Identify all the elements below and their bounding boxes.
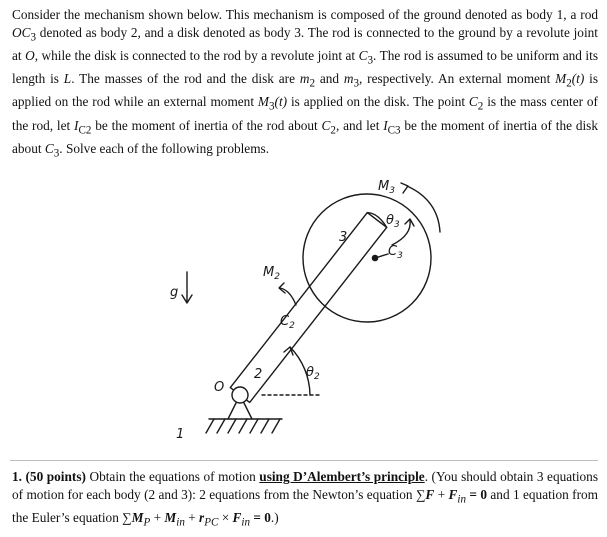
vector-rpc-subscript: PC xyxy=(204,516,219,529)
theta2-label: $\theta_2$ xyxy=(306,365,320,382)
question-text-2: . (You should obtain 3 equations of motion for each body (2 and 3): 2 equations from the Newton’s equation xyxy=(12,469,599,502)
body-2-label: 2 xyxy=(254,367,263,382)
question-text-1: Obtain the equations of motion xyxy=(85,469,260,484)
length-symbol: L xyxy=(63,71,72,87)
moment-m2-arg: (t) xyxy=(571,71,585,87)
point-c3-symbol: C xyxy=(358,47,368,63)
force-fin2-symbol: F xyxy=(232,509,242,525)
plus-1: + xyxy=(434,486,449,502)
m2-label: $M_2$ xyxy=(263,265,280,282)
intro-text-2: denoted as body 2, and a disk denoted as body 3. The rod is connected to the ground by a revolute joint at xyxy=(12,24,598,63)
c2-label: $C_2$ xyxy=(280,314,295,331)
point-c3b-symbol: C xyxy=(44,140,54,156)
mass-m2-subscript: 2 xyxy=(309,77,315,90)
c3-label: $C_3$ xyxy=(388,244,403,261)
point-c2-symbol: C xyxy=(468,94,478,110)
moment-m3-subscript: 3 xyxy=(268,101,275,113)
intro-text-3: , while the disk is connected to the rod by a revolute joint at xyxy=(34,47,359,63)
point-c3b-subscript: 3 xyxy=(53,147,60,160)
moment-min-subscript: in xyxy=(176,516,185,529)
force-fin-symbol: F xyxy=(448,486,458,502)
point-c2b-symbol: C xyxy=(321,117,331,133)
intro-text-6: and xyxy=(314,71,344,87)
moment-m3-symbol: M xyxy=(257,94,269,110)
intro-text-7: , respectively. An external moment xyxy=(359,71,556,87)
theta3-label: $\theta_3$ xyxy=(386,213,400,230)
body-1-label: 1 xyxy=(176,427,185,442)
force-fin-subscript: in xyxy=(457,493,467,506)
point-c2b-subscript: 2 xyxy=(330,124,336,137)
point-o-label: O xyxy=(214,380,225,395)
joint-o xyxy=(232,387,248,403)
mass-m3-subscript: 3 xyxy=(353,77,360,90)
inertia-c3-subscript: C3 xyxy=(387,124,401,137)
point-c2-subscript: 2 xyxy=(477,101,484,113)
inertia-c2-symbol: I xyxy=(74,117,79,133)
question-1 xyxy=(12,468,598,532)
section-divider xyxy=(10,460,598,461)
mass-m3-symbol: m xyxy=(343,71,354,87)
point-o-symbol: O xyxy=(25,47,35,63)
rod-symbol: OC xyxy=(12,24,31,40)
body-3-label: 3 xyxy=(339,230,348,245)
equals-zero-1: = 0 xyxy=(466,486,488,502)
moment-mp-subscript: P xyxy=(143,516,151,529)
plus-3: + xyxy=(184,509,200,525)
point-c3-subscript: 3 xyxy=(367,54,373,67)
inertia-c2-subscript: C2 xyxy=(78,124,92,137)
moment-min-symbol: M xyxy=(164,509,177,525)
mass-m2-symbol: m xyxy=(299,71,310,87)
intro-text-9: is applied on the disk. The point xyxy=(287,94,469,110)
question-text-4: .) xyxy=(270,509,279,525)
sum-symbol: ∑ xyxy=(415,486,426,502)
question-number: 1. (50 points) xyxy=(12,469,86,484)
intro-text-10: is the mass center of the rod, let xyxy=(12,94,598,133)
equals-zero-2: = 0 xyxy=(250,509,271,525)
moment-mp-symbol: M xyxy=(131,509,144,525)
inertia-c3-symbol: I xyxy=(383,117,388,133)
sum-symbol-2: ∑ xyxy=(122,509,132,525)
vector-rpc-symbol: r xyxy=(199,509,205,525)
rod-subscript: 3 xyxy=(30,31,37,44)
intro-text-12: , and let xyxy=(335,117,384,133)
moment-m2-subscript: 2 xyxy=(566,77,572,90)
intro-text-4: . The rod is assumed to be uniform and its length is xyxy=(12,47,598,87)
intro-text-13: be the moment of inertia of the disk about xyxy=(12,117,598,156)
moment-m2-symbol: M xyxy=(555,71,567,87)
force-fin2-subscript: in xyxy=(241,516,251,529)
intro-text-8: is applied on the rod while an external moment xyxy=(12,71,598,110)
moment-m3-arg: (t) xyxy=(274,94,288,110)
plus-2: + xyxy=(150,509,165,525)
m3-label: $M_3$ xyxy=(378,179,395,196)
gravity-label: g xyxy=(170,285,179,300)
intro-text-5: . The masses of the rod and the disk are xyxy=(71,71,300,87)
m3-moment-arrow-icon xyxy=(407,186,440,232)
force-f-symbol: F xyxy=(425,486,435,502)
question-text-3: and 1 equation from the Euler’s equation xyxy=(12,486,599,525)
intro-text-1: Consider the mechanism shown below. This mechanism is composed of the ground denoted as body 1, a rod xyxy=(12,7,598,22)
cross-product: × xyxy=(218,509,233,525)
method-emphasis: using D’Alembert’s principle xyxy=(259,469,425,484)
intro-text-14: . Solve each of the following problems. xyxy=(59,140,270,156)
ground-hatch xyxy=(206,419,280,433)
intro-text-11: be the moment of inertia of the rod about xyxy=(91,117,322,133)
